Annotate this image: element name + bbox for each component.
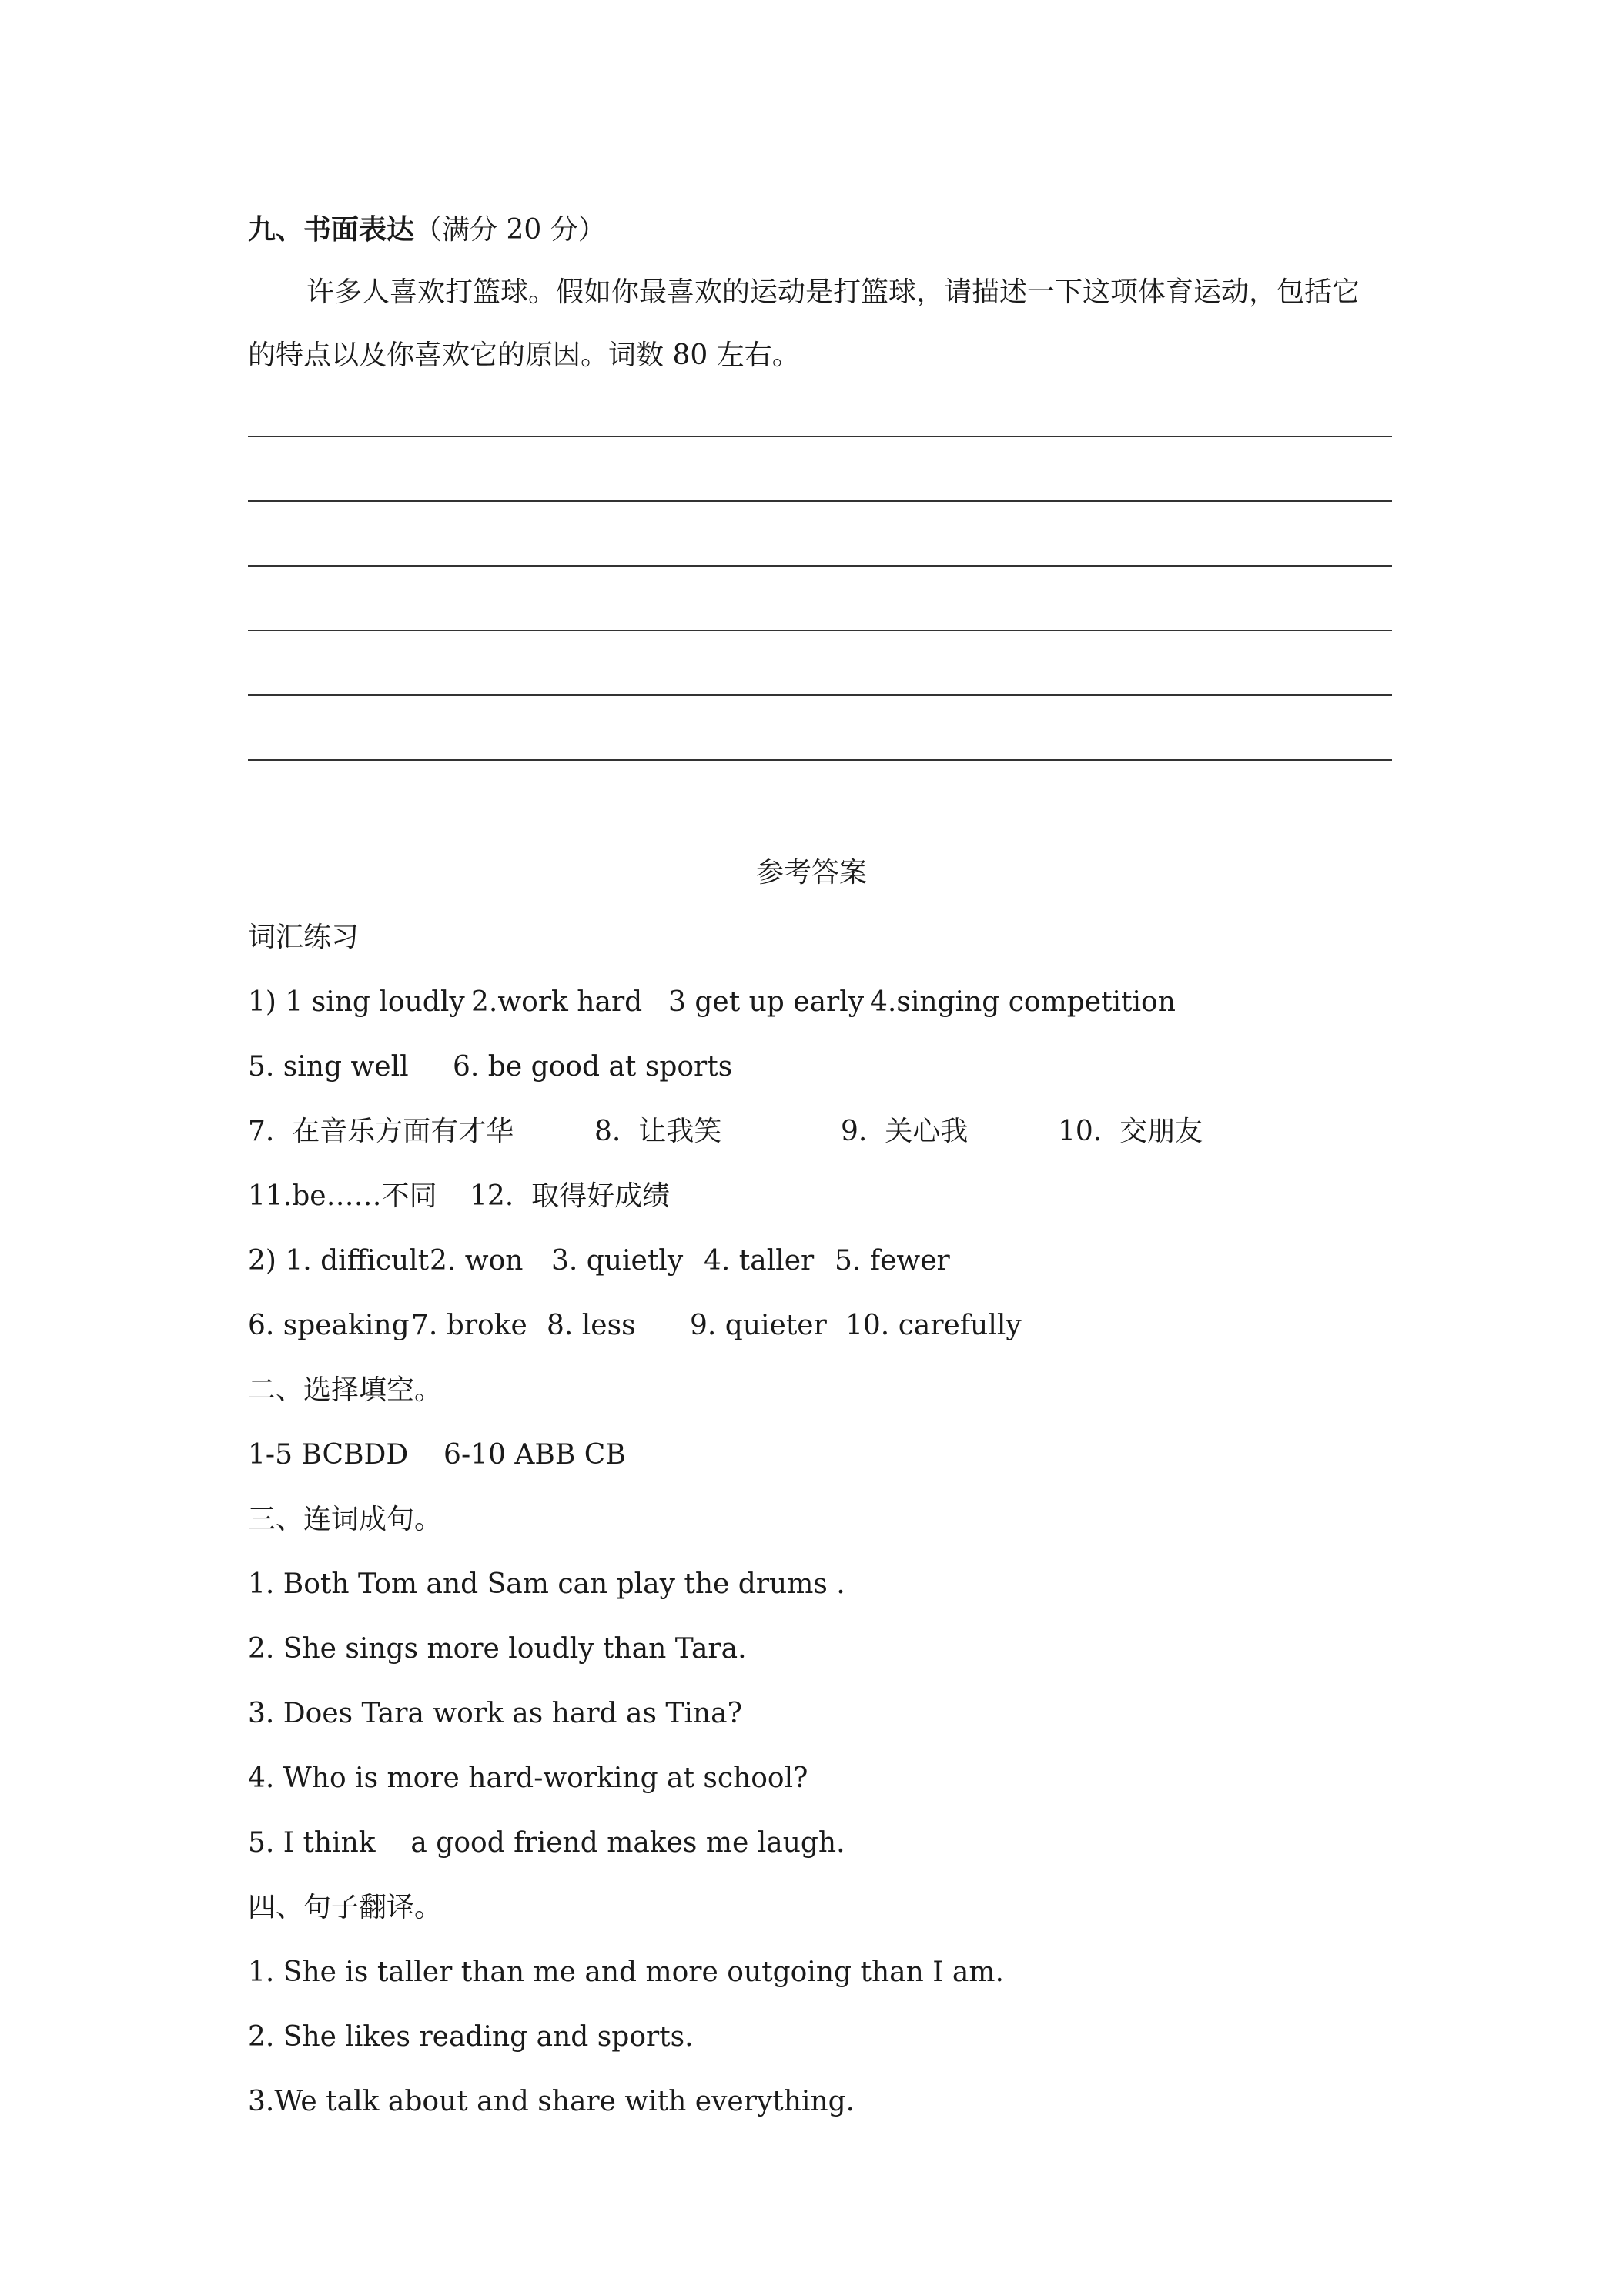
vocab-heading: 词汇练习 bbox=[248, 922, 360, 953]
vocab-item: 2.work hard bbox=[471, 986, 643, 1018]
vocab-row bbox=[248, 1115, 1392, 1149]
translation-heading: 四、句子翻译。 bbox=[248, 1892, 443, 1923]
vocab-item: 9. quieter bbox=[690, 1310, 827, 1341]
sentence-answer: 3. Does Tara work as hard as Tina? bbox=[248, 1698, 742, 1729]
vocab-item: 11.be……不同 bbox=[248, 1180, 437, 1212]
translation-answer: 1. She is taller than me and more outgoing than I am. bbox=[248, 1956, 1004, 1988]
writing-prompt-line-1: 许多人喜欢打篮球。假如你最喜欢的运动是打篮球，请描述一下这项体育运动，包括它 bbox=[306, 276, 1360, 308]
vocab-item: 6. speaking bbox=[248, 1310, 410, 1341]
vocab-item: 4.singing competition bbox=[870, 986, 1176, 1018]
vocab-item: 3. quietly bbox=[551, 1245, 684, 1277]
answer-line[interactable] bbox=[248, 436, 1392, 437]
vocab-item: 3 get up early bbox=[668, 986, 865, 1018]
vocab-item: 6. be good at sports bbox=[453, 1051, 733, 1083]
vocab-row bbox=[248, 1180, 1392, 1213]
writing-section-score: （满分 20 分） bbox=[414, 214, 606, 246]
vocab-item: 10. carefully bbox=[845, 1310, 1022, 1341]
vocab-item: 7. 在音乐方面有才华 bbox=[248, 1116, 514, 1147]
vocab-item: 5. sing well bbox=[248, 1051, 409, 1083]
sentence-answer: 2. She sings more loudly than Tara. bbox=[248, 1633, 747, 1665]
answer-key-title: 参考答案 bbox=[755, 857, 867, 889]
translation-answer: 2. She likes reading and sports. bbox=[248, 2021, 694, 2053]
vocab-item: 8. less bbox=[547, 1310, 636, 1341]
writing-prompt-line-2: 的特点以及你喜欢它的原因。词数 80 左右。 bbox=[248, 340, 800, 371]
sentence-heading: 三、连词成句。 bbox=[248, 1504, 443, 1535]
vocab-item: 10. 交朋友 bbox=[1058, 1116, 1203, 1147]
sentence-answer: 1. Both Tom and Sam can play the drums . bbox=[248, 1568, 845, 1600]
vocab-item: 9. 关心我 bbox=[841, 1116, 969, 1147]
vocab-row bbox=[248, 1244, 1392, 1278]
answer-line[interactable] bbox=[248, 759, 1392, 761]
sentence-answer: 5. I think a good friend makes me laugh. bbox=[248, 1827, 845, 1859]
vocab-row bbox=[248, 986, 1392, 1019]
answer-line[interactable] bbox=[248, 630, 1392, 631]
vocab-item: 4. taller bbox=[704, 1245, 815, 1277]
writing-section-label: 九、书面表达 bbox=[248, 213, 415, 246]
vocab-item: 2. won bbox=[430, 1245, 524, 1277]
translation-answer: 3.We talk about and share with everything. bbox=[248, 2086, 855, 2117]
answer-line[interactable] bbox=[248, 565, 1392, 567]
vocab-item: 2) 1. difficult bbox=[248, 1245, 430, 1277]
sentence-answer: 4. Who is more hard-working at school? bbox=[248, 1762, 808, 1794]
answer-line[interactable] bbox=[248, 694, 1392, 696]
vocab-row bbox=[248, 1309, 1392, 1343]
answer-line[interactable] bbox=[248, 500, 1392, 502]
vocab-row bbox=[248, 1050, 1392, 1084]
vocab-item: 8. 让我笑 bbox=[594, 1116, 722, 1147]
vocab-item: 5. fewer bbox=[835, 1245, 950, 1277]
mc-heading: 二、选择填空。 bbox=[248, 1374, 443, 1406]
vocab-item: 7. broke bbox=[411, 1310, 527, 1341]
vocab-item: 1) 1 sing loudly bbox=[248, 986, 465, 1018]
mc-answers: 1-5 BCBDD 6-10 ABB CB bbox=[248, 1439, 626, 1471]
vocab-item: 12. 取得好成绩 bbox=[470, 1180, 671, 1212]
writing-section-title bbox=[248, 213, 606, 247]
